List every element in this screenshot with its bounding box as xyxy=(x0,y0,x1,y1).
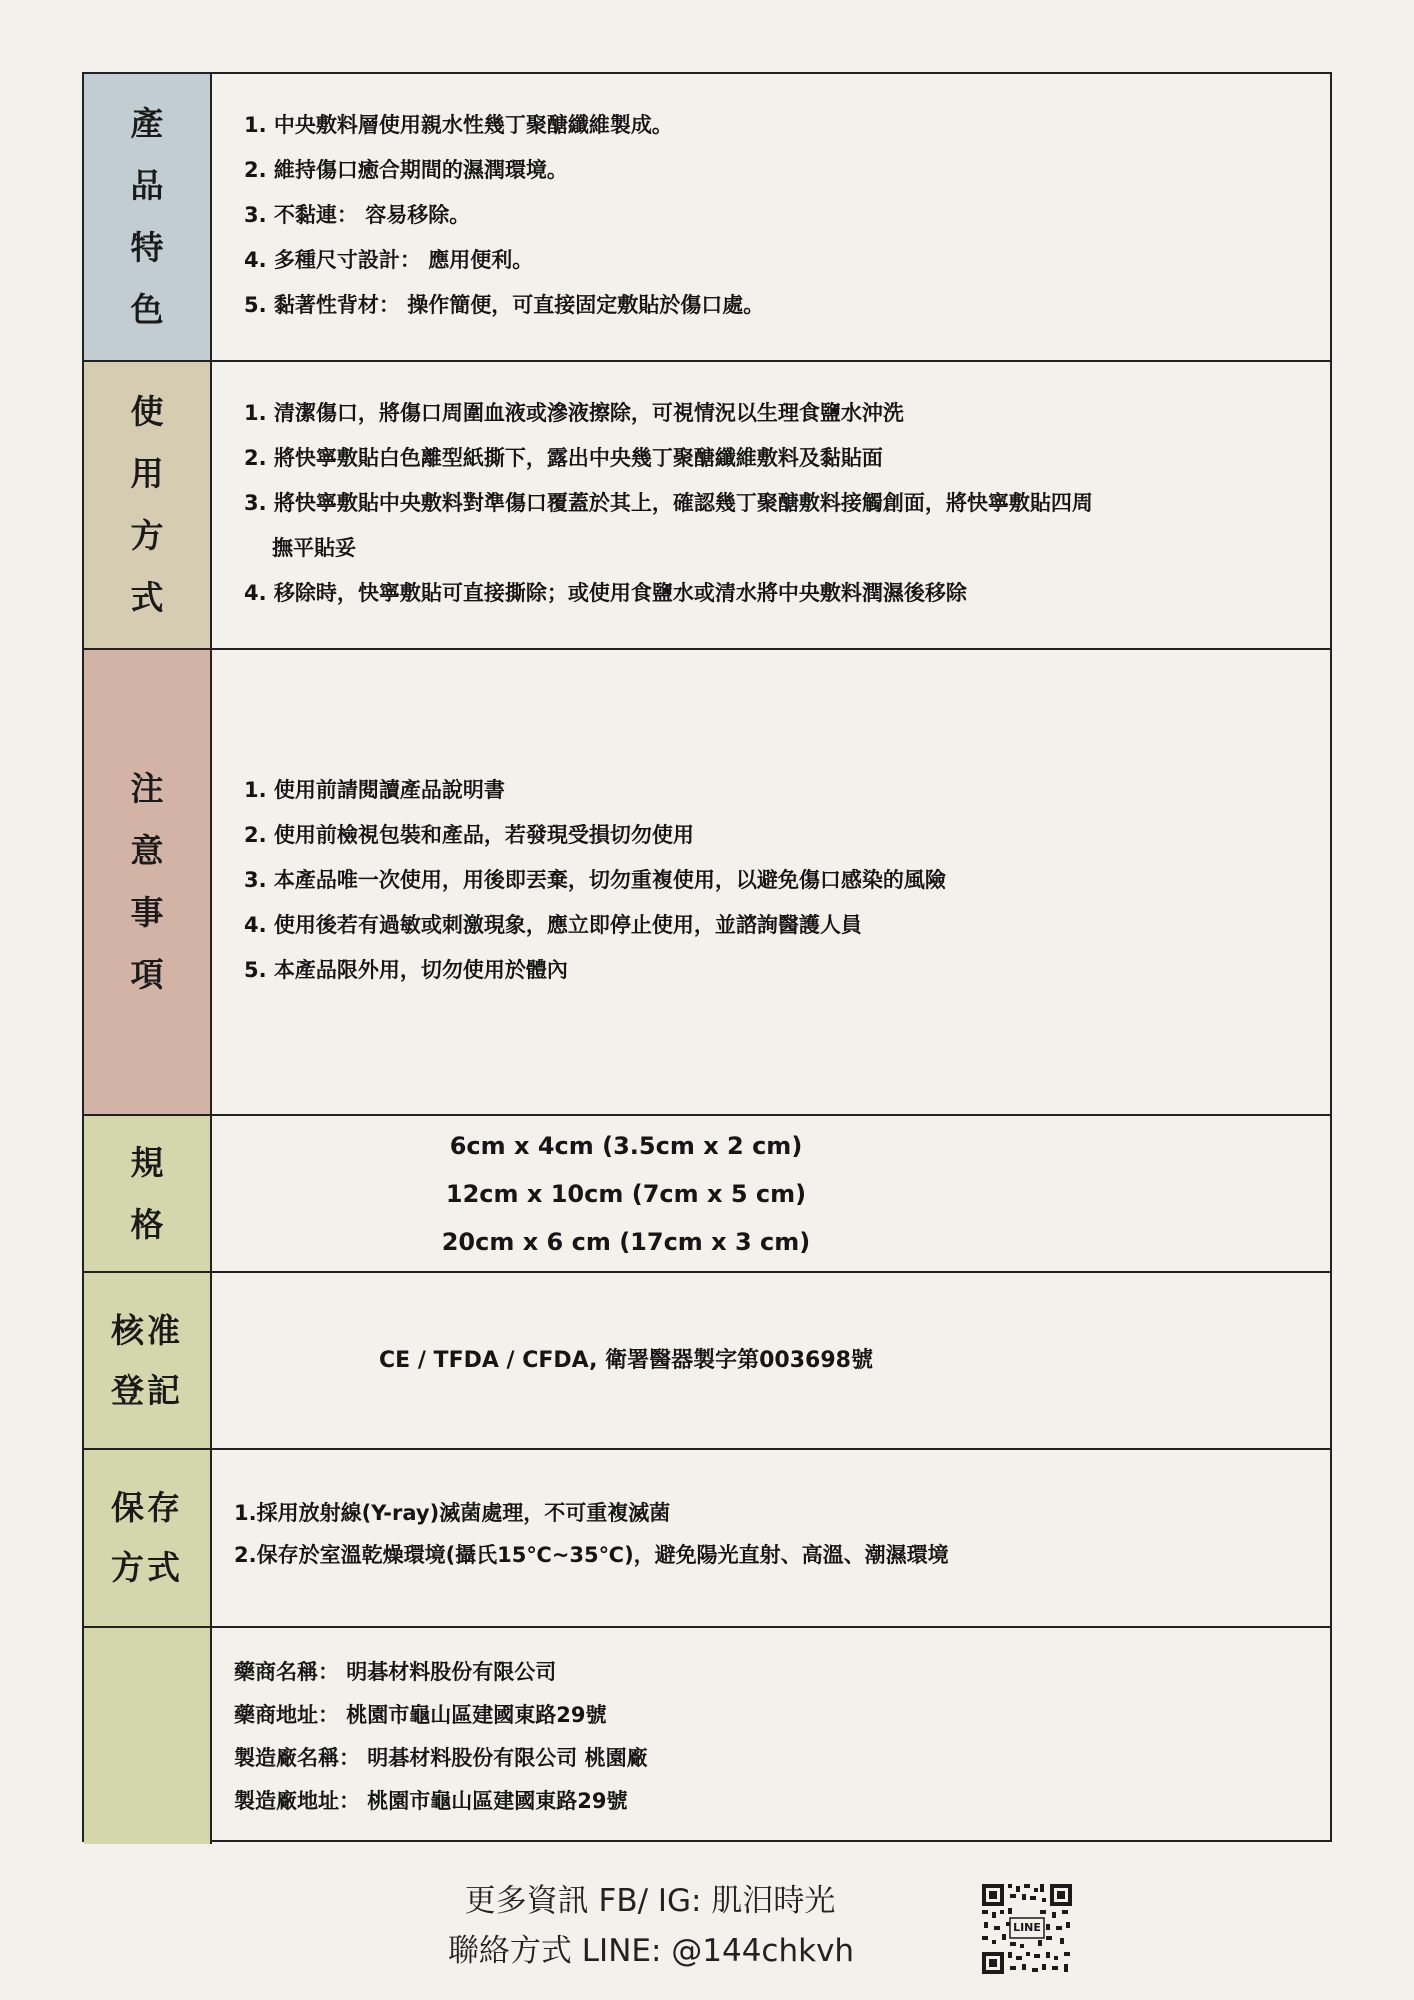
features-item-1: 1. 中央敷料層使用親水性幾丁聚醣纖維製成。 xyxy=(244,113,673,137)
cautions-label-char-3: 事 xyxy=(130,893,164,932)
spec-size-1: 6cm x 4cm (3.5cm x 2 cm) xyxy=(449,1132,803,1160)
cautions-item-5: 5. 本產品限外用，切勿使用於體內 xyxy=(244,958,568,982)
row-company xyxy=(84,1628,1330,1844)
registration-label xyxy=(84,1273,212,1448)
specs-content xyxy=(212,1116,1330,1271)
features-item-2: 2. 維持傷口癒合期間的濕潤環境。 xyxy=(244,158,568,182)
spec-size-3: 20cm x 6 cm (17cm x 3 cm) xyxy=(441,1228,811,1256)
features-list xyxy=(244,103,764,328)
spec-sheet xyxy=(82,72,1332,1842)
row-usage xyxy=(84,362,1330,650)
usage-label xyxy=(84,362,212,648)
footer-contact[interactable]: 聯絡方式 LINE: @144chkvh xyxy=(447,1933,855,1969)
usage-label-char-3: 方 xyxy=(130,516,164,555)
usage-item-3: 3. 將快寧敷貼中央敷料對準傷口覆蓋於其上，確認幾丁聚醣敷料接觸創面，將快寧敷貼四周 xyxy=(244,491,1093,515)
specs-list xyxy=(212,1122,1330,1266)
storage-item-1: 1.採用放射線(Y-ray)滅菌處理，不可重複滅菌 xyxy=(234,1501,671,1525)
footer-info: 更多資訊 FB/ IG: 肌汨時光 xyxy=(464,1883,836,1919)
features-label-char-1: 產 xyxy=(130,104,164,143)
row-cautions xyxy=(84,650,1330,1116)
storage-label-line-2: 方式 xyxy=(111,1548,183,1587)
usage-list xyxy=(244,391,1093,616)
spec-size-2: 12cm x 10cm (7cm x 5 cm) xyxy=(445,1180,807,1208)
factory-address: 製造廠地址： 桃園市龜山區建國東路29號 xyxy=(234,1789,628,1813)
cautions-label-char-4: 項 xyxy=(130,955,164,994)
usage-label-char-1: 使 xyxy=(130,392,164,431)
row-registration xyxy=(84,1273,1330,1450)
company-list xyxy=(234,1651,648,1823)
storage-item-2: 2.保存於室溫乾燥環境(攝氏15℃~35℃)，避免陽光直射、高溫、潮濕環境 xyxy=(234,1543,949,1567)
cautions-item-4: 4. 使用後若有過敏或刺激現象，應立即停止使用，並諮詢醫護人員 xyxy=(244,913,862,937)
features-label-char-2: 品 xyxy=(130,166,164,205)
storage-label-line-1: 保存 xyxy=(111,1488,183,1527)
features-label xyxy=(84,74,212,360)
specs-label xyxy=(84,1116,212,1271)
features-item-5: 5. 黏著性背材： 操作簡便，可直接固定敷貼於傷口處。 xyxy=(244,293,765,317)
cautions-label-char-2: 意 xyxy=(130,831,164,870)
usage-label-char-2: 用 xyxy=(130,454,164,493)
features-item-4: 4. 多種尺寸設計： 應用便利。 xyxy=(244,248,534,272)
row-features xyxy=(84,74,1330,362)
cautions-item-2: 2. 使用前檢視包裝和產品，若發現受損切勿使用 xyxy=(244,823,694,847)
line-qr-code[interactable] xyxy=(980,1882,1074,1976)
usage-item-2: 2. 將快寧敷貼白色離型紙撕下，露出中央幾丁聚醣纖維敷料及黏貼面 xyxy=(244,446,883,470)
company-label xyxy=(84,1628,212,1844)
storage-content xyxy=(212,1450,1330,1626)
storage-list xyxy=(234,1492,949,1576)
footer xyxy=(0,1876,1414,1976)
registration-label-line-1: 核准 xyxy=(111,1310,183,1350)
registration-text: CE / TFDA / CFDA, 衛署醫器製字第003698號 xyxy=(379,1348,873,1373)
cautions-item-1: 1. 使用前請閱讀產品說明書 xyxy=(244,778,505,802)
row-storage xyxy=(84,1450,1330,1628)
cautions-item-3: 3. 本產品唯一次使用，用後即丟棄，切勿重複使用，以避免傷口感染的風險 xyxy=(244,868,946,892)
usage-item-1: 1. 清潔傷口，將傷口周圍血液或滲液擦除，可視情況以生理食鹽水沖洗 xyxy=(244,401,904,425)
usage-item-3-cont: 撫平貼妥 xyxy=(272,536,356,560)
company-address: 藥商地址： 桃園市龜山區建國東路29號 xyxy=(234,1703,607,1727)
company-content xyxy=(212,1628,1330,1844)
registration-label-line-2: 登記 xyxy=(111,1370,183,1410)
factory-name: 製造廠名稱： 明碁材料股份有限公司 桃園廠 xyxy=(234,1746,648,1770)
features-label-char-3: 特 xyxy=(130,228,164,267)
company-name: 藥商名稱： 明碁材料股份有限公司 xyxy=(234,1660,557,1684)
cautions-label xyxy=(84,650,212,1114)
usage-label-char-4: 式 xyxy=(130,578,164,617)
cautions-content xyxy=(212,650,1330,1114)
usage-content xyxy=(212,362,1330,648)
specs-label-char-2: 格 xyxy=(130,1204,164,1244)
cautions-label-char-1: 注 xyxy=(130,769,164,808)
features-content xyxy=(212,74,1330,360)
features-label-char-4: 色 xyxy=(130,290,164,329)
registration-wrap xyxy=(212,1337,1330,1385)
features-item-3: 3. 不黏連： 容易移除。 xyxy=(244,203,471,227)
registration-content xyxy=(212,1273,1330,1448)
cautions-list xyxy=(244,768,946,993)
row-specs xyxy=(84,1116,1330,1273)
usage-item-4: 4. 移除時，快寧敷貼可直接撕除；或使用食鹽水或清水將中央敷料潤濕後移除 xyxy=(244,581,967,605)
storage-label xyxy=(84,1450,212,1626)
specs-label-char-1: 規 xyxy=(130,1142,164,1182)
qr-line-label: LINE xyxy=(1013,1921,1041,1934)
